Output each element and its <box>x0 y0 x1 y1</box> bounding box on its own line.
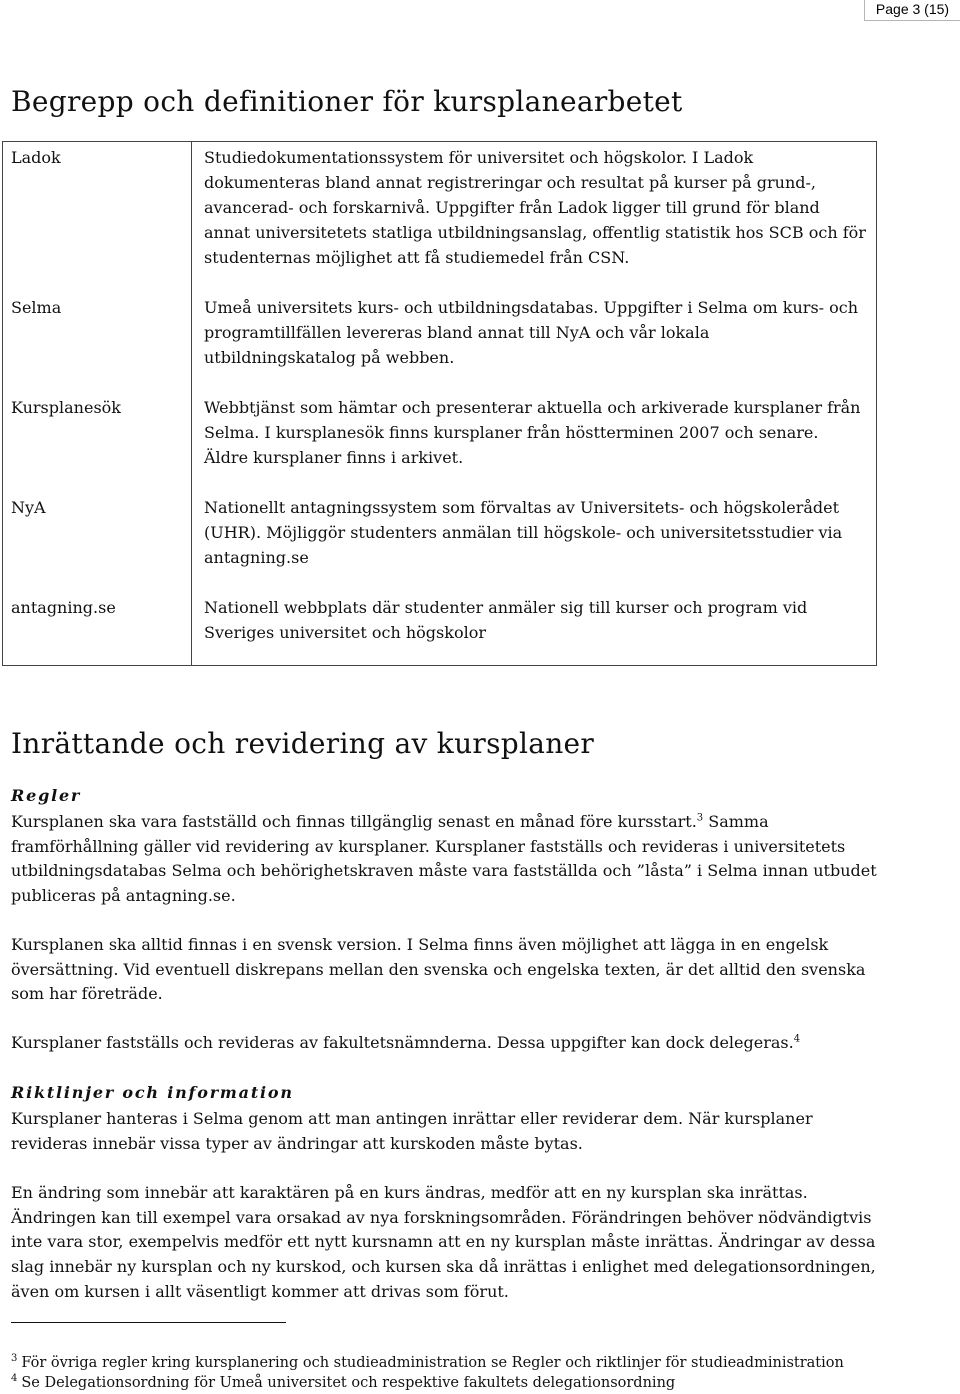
regler-paragraph-2: Kursplanen ska alltid finnas i en svensk version. I Selma finns även möjlighet att lägga in en engelsk översättning. Vid eventuell diskrepans mellan den svenska och engelska texten, är det alltid den svenska som har företräde. <box>11 935 866 1004</box>
definition-description: Webbtjänst som hämtar och presenterar aktuella och arkiverade kursplaner från Selma. I kursplanesök finns kursplaner från höstterminen 2007 och senare. Äldre kursplaner finns i arkivet. <box>204 397 861 467</box>
definition-row <box>3 592 877 666</box>
definition-row <box>3 292 877 392</box>
definition-description-cell <box>192 592 877 666</box>
regler-paragraph-1 <box>11 810 881 909</box>
regler-paragraph-3-text: Kursplaner fastställs och revideras av fakultetsnämnderna. Dessa uppgifter kan dock delegeras. <box>11 1033 794 1052</box>
footnote-3 <box>11 1353 844 1373</box>
definition-description-cell <box>192 392 877 492</box>
subheading-regler: Regler <box>11 786 82 805</box>
definition-row <box>3 142 877 292</box>
page-number: Page 3 (15) <box>864 0 960 21</box>
definition-description: Nationellt antagningssystem som förvaltas av Universitets- och högskolerådet (UHR). Möjliggör studenters anmälan till högskole- och universitetsstudier via antagning.se <box>204 497 843 567</box>
definition-term-cell <box>3 492 192 592</box>
definition-term-cell <box>3 592 192 666</box>
definition-description-cell <box>192 142 877 292</box>
definition-row <box>3 492 877 592</box>
definition-term: antagning.se <box>11 597 116 617</box>
riktlinjer-paragraph-1: Kursplaner hanteras i Selma genom att man antingen inrättar eller reviderar dem. När kursplaner revideras innebär vissa typer av ändringar att kurskoden måste bytas. <box>11 1109 813 1153</box>
regler-paragraph-1-rest: Samma framförhållning gäller vid revidering av kursplaner. Kursplaner fastställs och revideras i universitetets utbildningsdatabas Selma och behörighetskraven måste vara fastställda och ”låsta” i Selma innan utbudet publiceras på antagning.se. <box>11 812 877 906</box>
definition-term-cell <box>3 142 192 292</box>
definition-description-cell <box>192 492 877 592</box>
definition-term: Kursplanesök <box>11 397 121 417</box>
definition-description: Umeå universitets kurs- och utbildningsdatabas. Uppgifter i Selma om kurs- och programtillfällen levereras bland annat till NyA och vår lokala utbildningskatalog på webben. <box>204 297 859 367</box>
section-title-kursplaner: Inrättande och revidering av kursplaner <box>11 727 595 760</box>
definition-term: Selma <box>11 297 62 317</box>
subheading-riktlinjer: Riktlinjer och information <box>11 1083 294 1102</box>
definition-term: Ladok <box>11 148 61 167</box>
footnote-number: 4 <box>11 1373 18 1385</box>
definition-description-cell <box>192 292 877 392</box>
riktlinjer-paragraph-2: En ändring som innebär att karaktären på en kurs ändras, medför att en ny kursplan ska inrättas. Ändringen kan till exempel vara orsakad av nya forskningsområden. Förändringen behöver nödvändigtvis inte vara stor, exempelvis medför ett nytt kursnamn att en ny kursplan måste inrättas. Ändringar av dessa slag innebär ny kursplan och ny kurskod, och kursen ska då inrättas i enlighet med delegationsordningen, även om kursen i allt väsentligt kommer att drivas som förut. <box>11 1183 876 1301</box>
footnote-text: För övriga regler kring kursplanering och studieadministration se Regler och riktlinjer för studieadministration <box>21 1355 844 1371</box>
definitions-table <box>2 141 877 666</box>
section-title-definitions: Begrepp och definitioner för kursplanearbetet <box>11 85 683 118</box>
definition-term-cell <box>3 292 192 392</box>
footnote-number: 3 <box>11 1353 18 1365</box>
footnote-text: Se Delegationsordning för Umeå universitet och respektive fakultets delegationsordning <box>21 1375 676 1391</box>
footnote-4 <box>11 1373 675 1393</box>
regler-paragraph-3 <box>11 1031 881 1056</box>
definition-term: NyA <box>11 497 46 517</box>
definition-description: Nationell webbplats där studenter anmäler sig till kurser och program vid Sveriges universitet och högskolor <box>204 597 808 642</box>
definition-row <box>3 392 877 492</box>
definition-term-cell <box>3 392 192 492</box>
definition-description: Studiedokumentationssystem för universitet och högskolor. I Ladok dokumenteras bland annat registreringar och resultat på kurser på grund-, avancerad- och forskarnivå. Uppgifter från Ladok ligger till grund för bland annat universitetets statliga utbildningsanslag, offentlig statistik hos SCB och för studenternas möjlighet att få studiemedel från CSN. <box>204 148 866 267</box>
regler-paragraph-1-text: Kursplanen ska vara fastställd och finnas tillgänglig senast en månad före kursstart. <box>11 812 697 831</box>
footnote-reference: 3 <box>696 812 704 824</box>
footnote-reference: 4 <box>793 1033 801 1045</box>
footnote-divider <box>11 1322 286 1323</box>
